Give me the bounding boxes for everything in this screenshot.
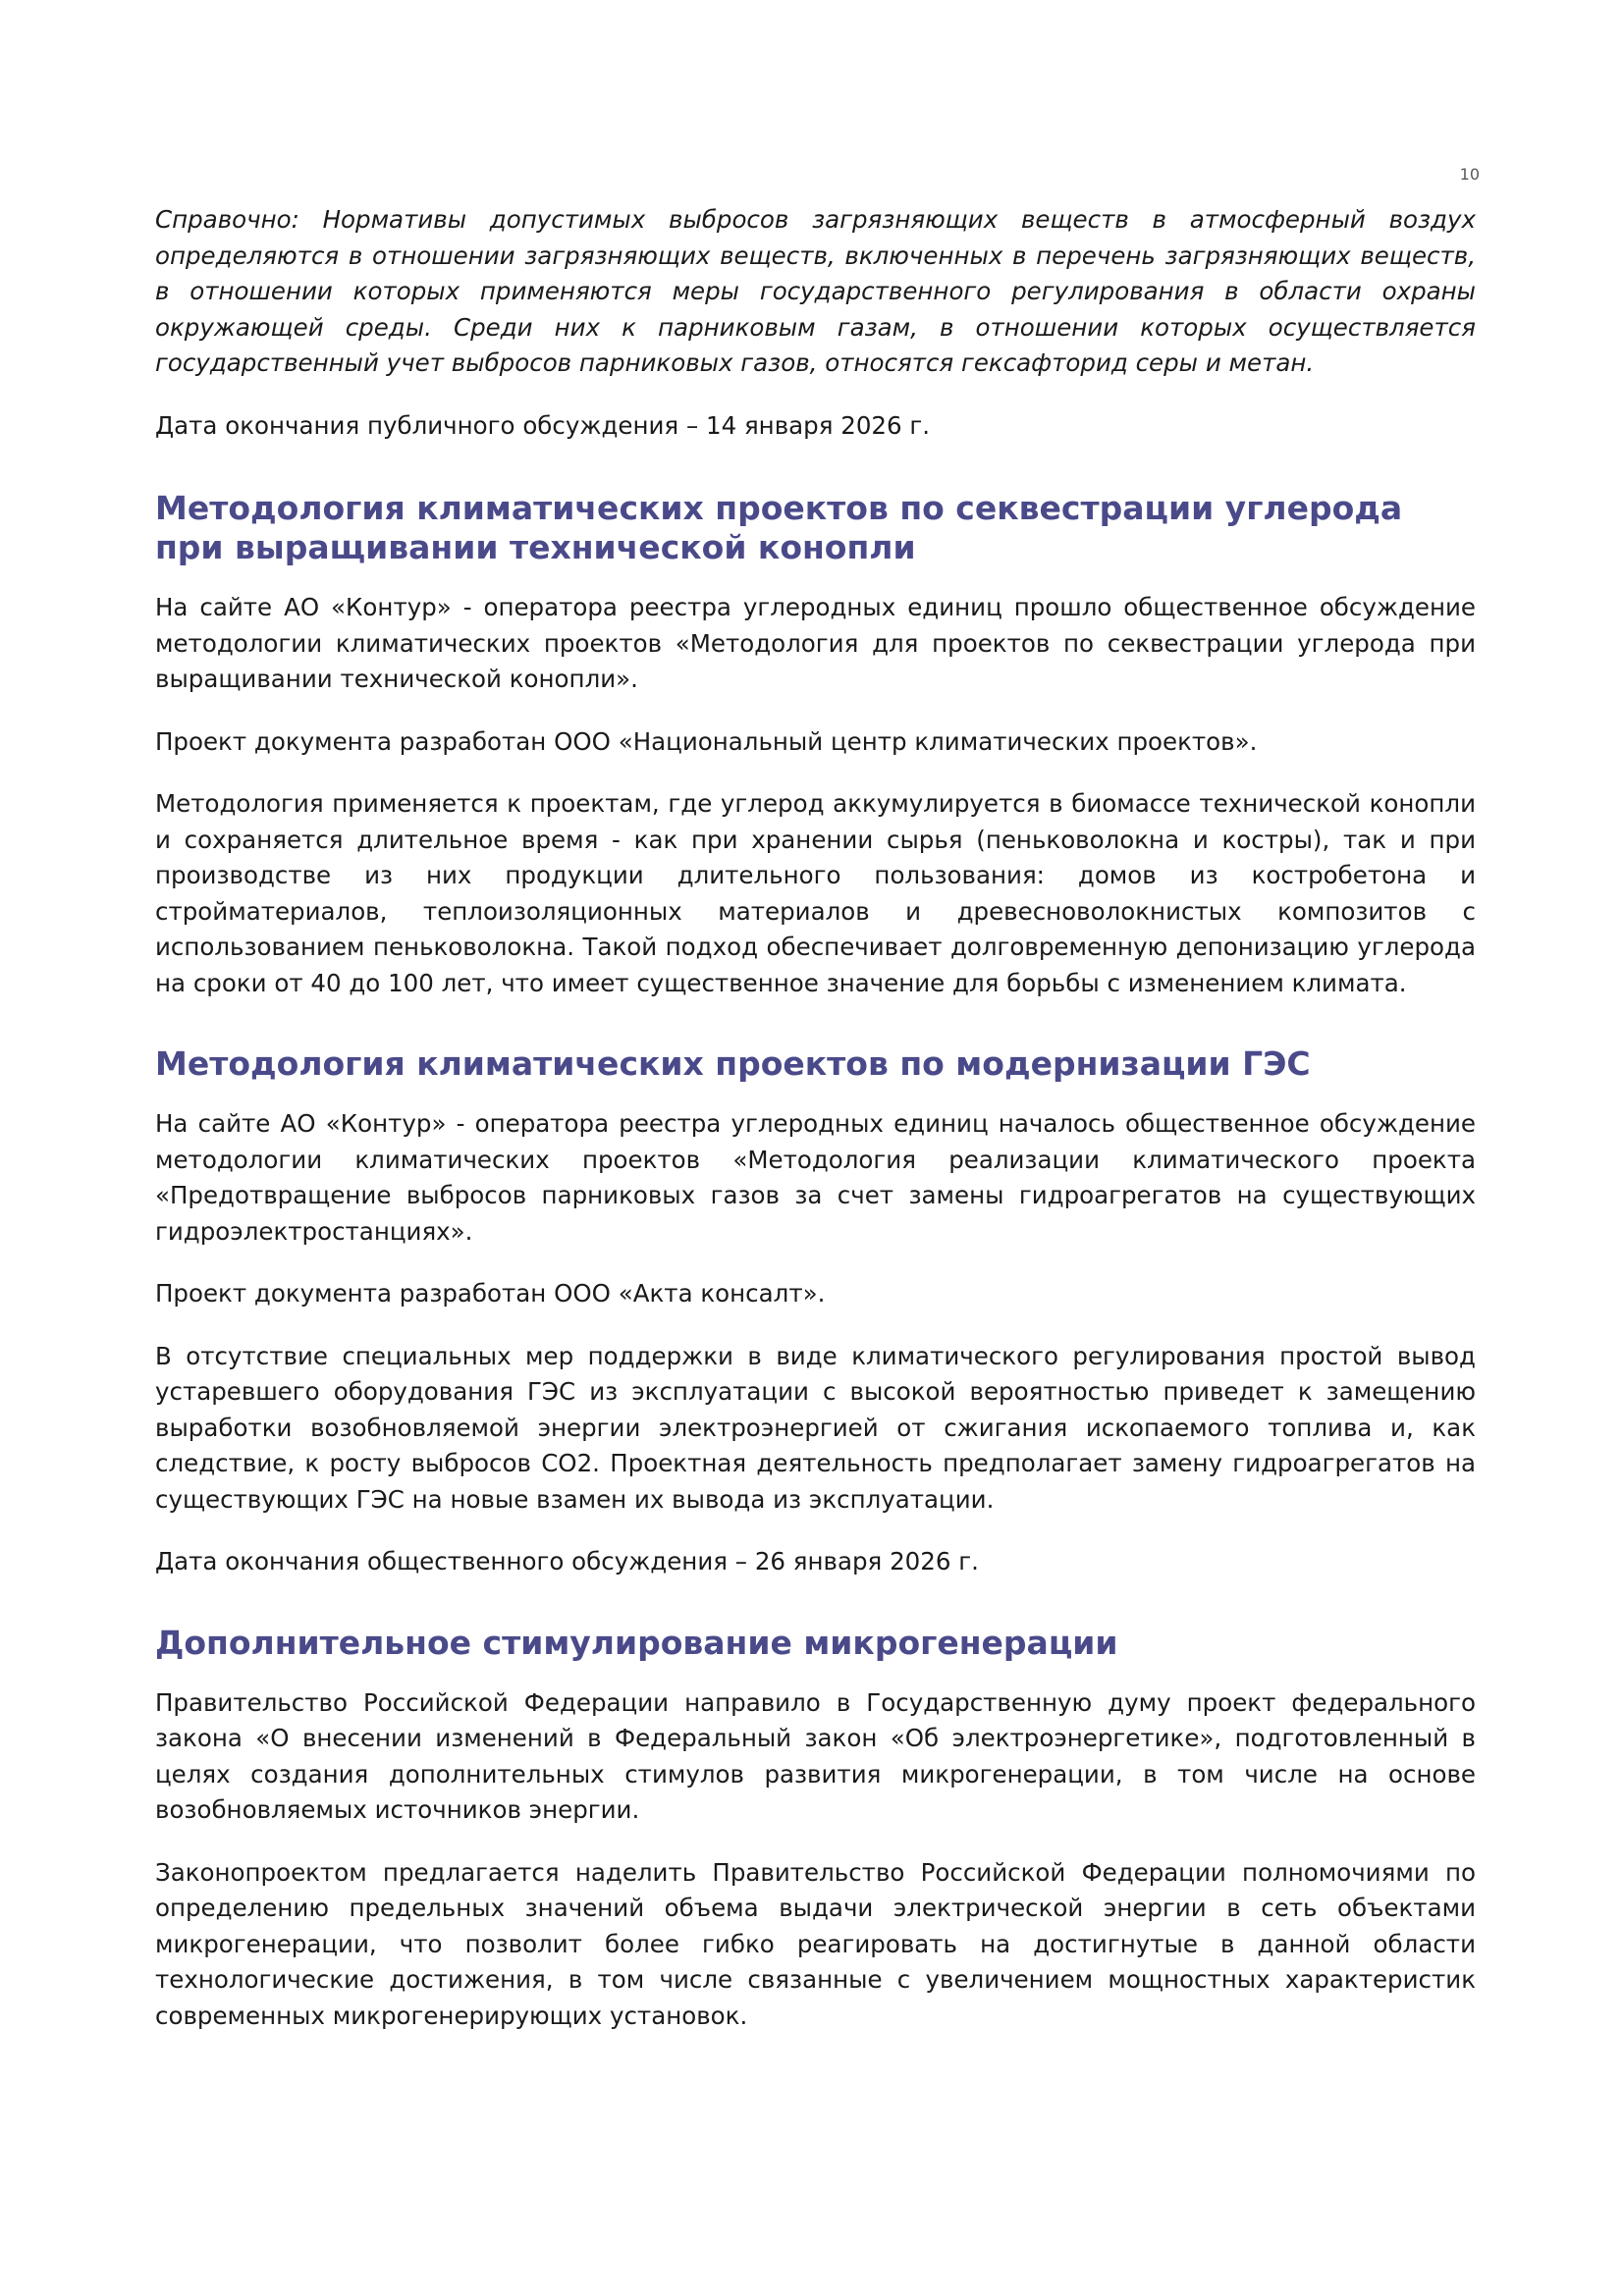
paragraph: В отсутствие специальных мер поддержки в виде климатического регулирования простой вывод устаревшего оборудования ГЭС из эксплуатации с высокой вероятностью приведет к замещению выработки возобновляемой энергии электроэнергией от сжигания ископаемого топлива и, как следствие, к росту выбросов СО2. Проектная деятельность предполагает замену гидроагрегатов на существующих ГЭС на новые взамен их вывода из эксплуатации. [155,1341,1476,1514]
paragraph: Проект документа разработан ООО «Акта консалт». [155,1279,826,1308]
section-heading-microgeneration: Дополнительное стимулирование микрогенерации [155,1623,1118,1662]
page-content [155,202,1476,2060]
paragraph: На сайте АО «Контур» - оператора реестра углеродных единиц началось общественное обсуждение методологии климатических проектов «Методология реализации климатического проекта «Предотвращение выбросов парниковых газов за счет замены гидроагрегатов на существующих гидроэлектростанциях». [155,1109,1476,1246]
discussion-deadline: Дата окончания общественного обсуждения – 26 января 2026 г. [155,1547,979,1575]
section-heading-hydro-methodology: Методология климатических проектов по модернизации ГЭС [155,1044,1311,1083]
section-heading-hemp-methodology: Методология климатических проектов по секвестрации углерода при выращивании технической конопли [155,489,1403,566]
discussion-deadline: Дата окончания публичного обсуждения – 14 января 2026 г. [155,410,931,440]
paragraph: Методология применяется к проектам, где углерод аккумулируется в биомассе технической конопли и сохраняется длительное время - как при хранении сырья (пеньковолокна и костры), так и при производстве из них продукции длительного пользования: домов из костробетона и стройматериалов, теплоизоляционных материалов и древесноволокнистых композитов с использованием пеньковолокна. Такой подход обеспечивает долговременную депонизацию углерода на сроки от 40 до 100 лет, что имеет существенное значение для борьбы с изменением климата. [155,789,1476,997]
reference-note: Справочно: Нормативы допустимых выбросов загрязняющих веществ в атмосферный воздух определяются в отношении загрязняющих веществ, включенных в перечень загрязняющих веществ, в отношении которых применяются меры государственного регулирования в области охраны окружающей среды. Среди них к парниковым газам, в отношении которых осуществляется государственный учет выбросов парниковых газов, относятся гексафторид серы и метан. [155,205,1476,377]
paragraph: Проект документа разработан ООО «Национальный центр климатических проектов». [155,726,1258,756]
page-number: 10 [1459,165,1480,184]
paragraph: На сайте АО «Контур» - оператора реестра углеродных единиц прошло общественное обсуждение методологии климатических проектов «Методология для проектов по секвестрации углерода при выращивании технической конопли». [155,593,1476,693]
paragraph: Правительство Российской Федерации направило в Государственную думу проект федерального закона «О внесении изменений в Федеральный закон «Об электроэнергетике», подготовленный в целях создания дополнительных стимулов развития микрогенерации, в том числе на основе возобновляемых источников энергии. [155,1687,1476,1824]
paragraph: Законопроектом предлагается наделить Правительство Российской Федерации полномочиями по определению предельных значений объема выдачи электрической энергии в сеть объектами микрогенерации, что позволит более гибко реагировать на достигнутые в данной области технологические достижения, в том числе связанные с увеличением мощностных характеристик современных микрогенерирующих установок. [155,1857,1476,2030]
